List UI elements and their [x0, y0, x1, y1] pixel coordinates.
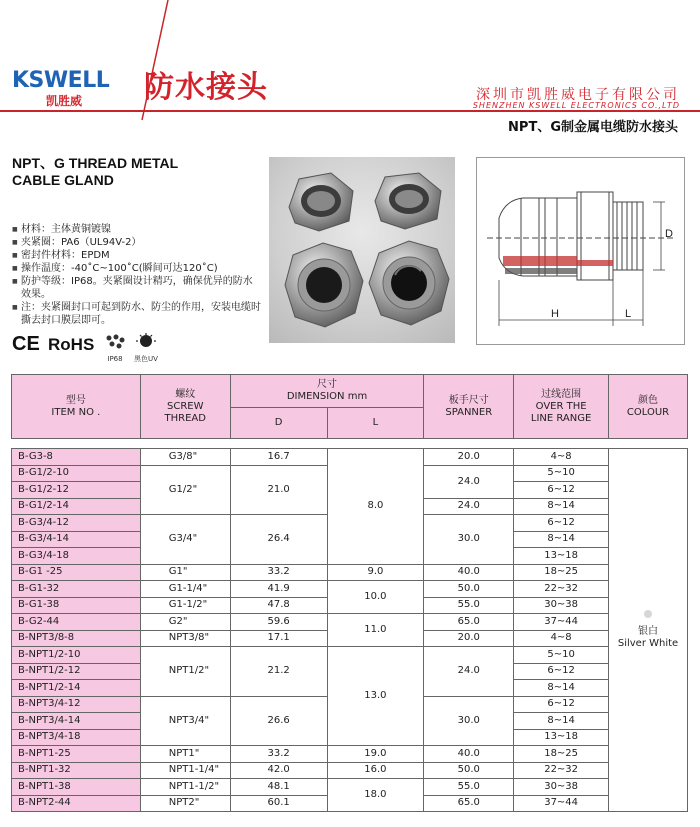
cell-model: B-G3/4-14 [12, 531, 141, 548]
cell-d: 48.1 [230, 779, 327, 796]
cell-spanner: 30.0 [424, 696, 514, 746]
gland-image-1 [285, 243, 363, 327]
cell-range: 13~18 [514, 729, 609, 746]
header-divider [0, 110, 700, 112]
ip68-icon [104, 333, 126, 361]
col-header-range [514, 375, 609, 439]
col-header-thread [140, 375, 230, 439]
cell-spanner: 55.0 [424, 779, 514, 796]
cell-range: 22~32 [514, 581, 609, 598]
col-header-thread-en1: SCREW [166, 400, 204, 412]
gland-image-2 [369, 241, 449, 325]
col-header-spanner [424, 375, 514, 439]
table-row [12, 564, 688, 581]
company-name-en: SHENZHEN KSWELL ELECTRONICS CO.,LTD [472, 101, 680, 110]
col-header-model-cn: 型号 [65, 394, 86, 406]
colour-swatch [644, 610, 652, 618]
product-photo [269, 157, 455, 343]
cell-d: 17.1 [230, 630, 327, 647]
cell-model: B-NPT1/2-12 [12, 663, 141, 680]
cell-range: 8~14 [514, 531, 609, 548]
cell-thread: G1" [140, 564, 230, 581]
cell-spanner: 50.0 [424, 581, 514, 598]
cell-model: B-G1-32 [12, 581, 141, 598]
cell-spanner: 30.0 [424, 515, 514, 565]
col-header-colour [609, 375, 688, 439]
cell-thread: NPT1" [140, 746, 230, 763]
cell-range: 8~14 [514, 713, 609, 730]
col-header-spanner-cn: 板手尺寸 [448, 394, 489, 406]
table-row [12, 779, 688, 796]
cell-model: B-G2-44 [12, 614, 141, 631]
cell-range: 37~44 [514, 795, 609, 812]
table-row [12, 614, 688, 631]
cell-l: 13.0 [327, 647, 424, 746]
col-header-range-cn: 过线范围 [541, 388, 582, 400]
cell-model: B-NPT3/8-8 [12, 630, 141, 647]
col-header-dimension [230, 375, 424, 408]
cell-range: 6~12 [514, 696, 609, 713]
cell-spanner: 40.0 [424, 746, 514, 763]
colour-label-cn: 银白 [638, 626, 659, 637]
cell-range: 30~38 [514, 779, 609, 796]
cell-spanner: 50.0 [424, 762, 514, 779]
ip68-label: IP68 [107, 355, 123, 363]
colour-label-en: Silver White [617, 638, 679, 649]
cell-range: 13~18 [514, 548, 609, 565]
cell-l: 18.0 [327, 779, 424, 812]
nut-image-1 [289, 173, 353, 231]
table-row [12, 581, 688, 598]
cell-model: B-G1-38 [12, 597, 141, 614]
cell-d: 26.6 [230, 696, 327, 746]
product-title-line1: NPT、G THREAD METAL [12, 155, 179, 171]
cell-d: 60.1 [230, 795, 327, 812]
brand-logo-cn: 凯胜威 [46, 94, 83, 108]
nut-image-2 [375, 173, 441, 229]
cell-thread: G2" [140, 614, 230, 631]
cell-model: B-G3/4-12 [12, 515, 141, 532]
col-header-spanner-en: SPANNER [445, 406, 493, 418]
cell-thread: G3/8" [140, 449, 230, 466]
cell-model: B-G1/2-14 [12, 498, 141, 515]
spec-item: ■ 注：夹紧圈封口可起到防水、防尘的作用，安装电缆时撕去封口膜层即可。 [12, 301, 262, 327]
dimension-label-h: H [551, 308, 559, 320]
cell-thread: NPT3/8" [140, 630, 230, 647]
spec-item: ■ 操作温度：-40˚C~100˚C(瞬间可达120˚C) [12, 262, 262, 275]
col-header-range-en1: OVER THE [535, 400, 587, 412]
cell-range: 8~14 [514, 680, 609, 697]
cell-model: B-NPT1-25 [12, 746, 141, 763]
cell-spanner: 65.0 [424, 614, 514, 631]
cell-range: 18~25 [514, 746, 609, 763]
cell-l: 11.0 [327, 614, 424, 647]
col-header-l: L [327, 408, 424, 439]
cell-spanner: 24.0 [424, 498, 514, 515]
table-row [12, 762, 688, 779]
cell-thread: NPT1/2" [140, 647, 230, 697]
cell-range: 6~12 [514, 515, 609, 532]
cell-range: 30~38 [514, 597, 609, 614]
col-header-model [12, 375, 141, 439]
spec-item: ■ 材料：主体黄铜镀镍 [12, 223, 262, 236]
cell-range: 4~8 [514, 449, 609, 466]
cell-thread: G1-1/2" [140, 597, 230, 614]
product-title [12, 155, 178, 189]
col-header-range-en2: LINE RANGE [530, 412, 592, 424]
cell-model: B-G1/2-10 [12, 465, 141, 482]
cell-range: 6~12 [514, 663, 609, 680]
cell-model: B-G3/4-18 [12, 548, 141, 565]
cell-range: 5~10 [514, 465, 609, 482]
cell-d: 42.0 [230, 762, 327, 779]
cell-thread: G1-1/4" [140, 581, 230, 598]
table-row [12, 746, 688, 763]
cell-thread: NPT2" [140, 795, 230, 812]
cell-range: 37~44 [514, 614, 609, 631]
col-header-colour-en: COLOUR [626, 406, 670, 418]
cell-range: 6~12 [514, 482, 609, 499]
cell-thread: NPT3/4" [140, 696, 230, 746]
cell-model: B-G1/2-12 [12, 482, 141, 499]
cell-range: 5~10 [514, 647, 609, 664]
cell-spanner: 24.0 [424, 647, 514, 697]
cell-spanner: 55.0 [424, 597, 514, 614]
col-header-dimension-en: DIMENSION mm [286, 391, 368, 402]
dimension-label-l: L [625, 308, 632, 320]
spec-item: ■ 防护等级：IP68。夹紧圈设计精巧，确保优异的防水效果。 [12, 275, 262, 301]
cell-model: B-NPT1-38 [12, 779, 141, 796]
product-subtitle: NPT、G制金属电缆防水接头 [508, 120, 678, 135]
cell-l: 9.0 [327, 564, 424, 581]
cell-range: 18~25 [514, 564, 609, 581]
cell-model: B-NPT3/4-12 [12, 696, 141, 713]
cell-d: 33.2 [230, 746, 327, 763]
cell-spanner: 20.0 [424, 630, 514, 647]
spec-table [11, 374, 688, 812]
cell-model: B-G3-8 [12, 449, 141, 466]
uv-icon [132, 333, 160, 361]
cell-d: 26.4 [230, 515, 327, 565]
cell-model: B-NPT3/4-14 [12, 713, 141, 730]
cell-thread: NPT1-1/2" [140, 779, 230, 796]
spec-item: ■ 密封件材料：EPDM [12, 249, 262, 262]
cell-spanner: 65.0 [424, 795, 514, 812]
col-header-model-en: ITEM NO . [51, 406, 101, 418]
spec-list [12, 223, 262, 327]
col-header-d: D [230, 408, 327, 439]
col-header-colour-cn: 颜色 [638, 394, 659, 406]
cell-model: B-NPT3/4-18 [12, 729, 141, 746]
cell-range: 4~8 [514, 630, 609, 647]
cell-l: 19.0 [327, 746, 424, 763]
cell-d: 41.9 [230, 581, 327, 598]
ce-mark: CE [12, 333, 40, 355]
cell-range: 8~14 [514, 498, 609, 515]
cell-d: 16.7 [230, 449, 327, 466]
cell-model: B-NPT1/2-14 [12, 680, 141, 697]
col-header-thread-cn: 螺纹 [175, 388, 196, 400]
cell-colour [609, 449, 688, 812]
cell-d: 59.6 [230, 614, 327, 631]
product-title-line2: CABLE GLAND [12, 172, 114, 188]
cell-thread: G1/2" [140, 465, 230, 515]
cell-d: 47.8 [230, 597, 327, 614]
page-title: 防水接头 [144, 70, 268, 105]
cell-l: 16.0 [327, 762, 424, 779]
uv-label: 黑色UV [134, 355, 158, 363]
cell-model: B-G1 -25 [12, 564, 141, 581]
cell-range: 22~32 [514, 762, 609, 779]
cell-l: 8.0 [327, 449, 424, 565]
cell-l: 10.0 [327, 581, 424, 614]
col-header-thread-en2: THREAD [164, 412, 206, 424]
cell-spanner: 40.0 [424, 564, 514, 581]
technical-drawing [476, 157, 685, 345]
cell-spanner: 20.0 [424, 449, 514, 466]
spec-item: ■ 夹紧圈：PA6（UL94V-2） [12, 236, 262, 249]
company-name-cn: 深圳市凯胜威电子有限公司 [476, 87, 680, 103]
cell-d: 33.2 [230, 564, 327, 581]
dimension-label-d: D [665, 228, 673, 240]
cell-d: 21.0 [230, 465, 327, 515]
cell-model: B-NPT1/2-10 [12, 647, 141, 664]
rohs-mark: RoHS [48, 335, 95, 354]
cell-thread: NPT1-1/4" [140, 762, 230, 779]
table-row [12, 449, 688, 466]
cell-model: B-NPT2-44 [12, 795, 141, 812]
brand-logo: KSWELL [12, 68, 110, 93]
table-row [12, 647, 688, 664]
col-header-dimension-cn: 尺寸 [317, 379, 338, 390]
cell-d: 21.2 [230, 647, 327, 697]
cell-model: B-NPT1-32 [12, 762, 141, 779]
cell-thread: G3/4" [140, 515, 230, 565]
cell-spanner: 24.0 [424, 465, 514, 498]
